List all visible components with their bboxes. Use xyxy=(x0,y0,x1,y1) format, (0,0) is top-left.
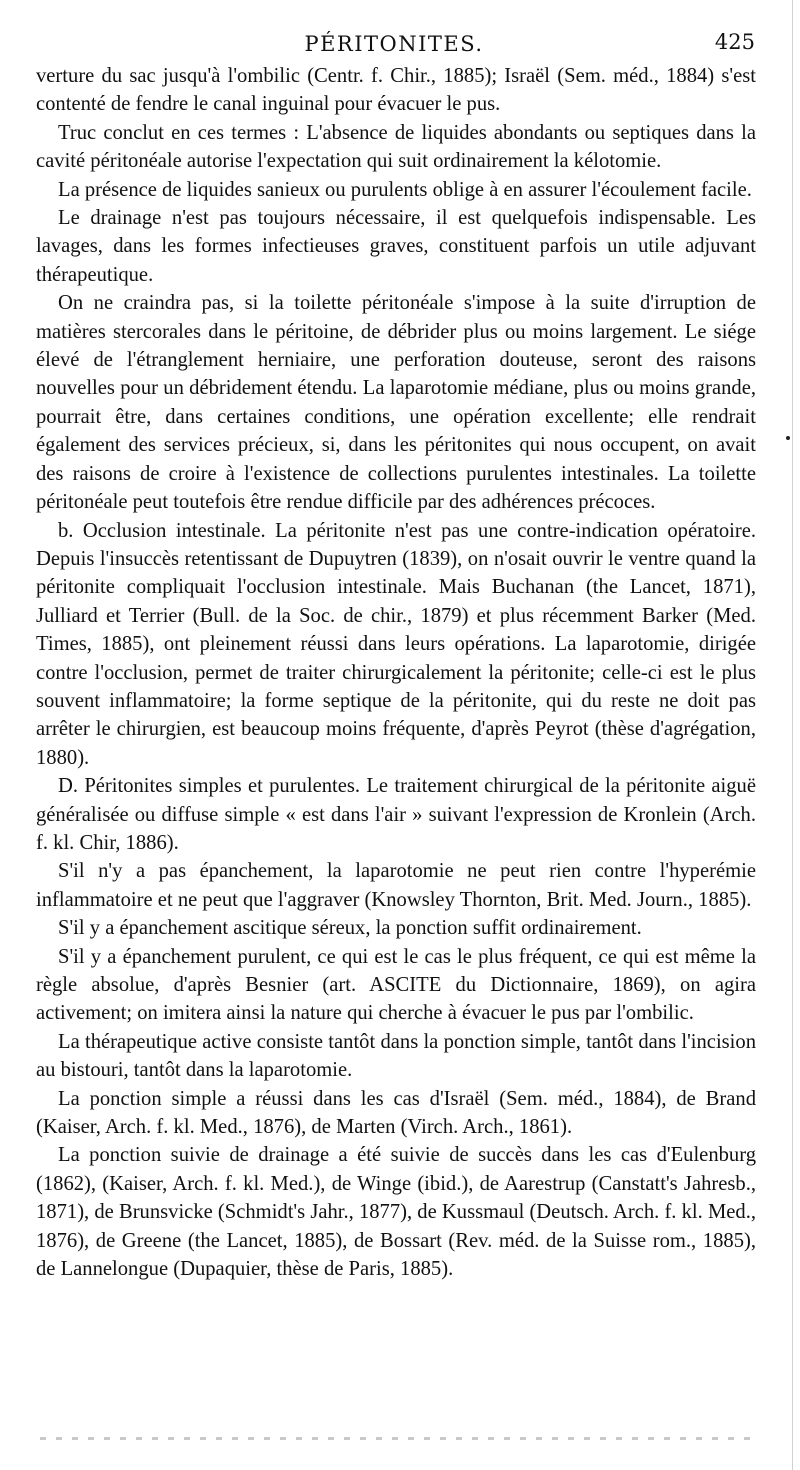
paragraph-4: Le drainage n'est pas toujours nécessaire, il est quelquefois indispensable. Les lavages, dans les formes infectieuses graves, constituent parfois un utile adjuvant thérapeutique. xyxy=(36,207,756,286)
paragraph-6: b. Occlusion intestinale. La péritonite n'est pas une contre-indication opératoire. Depuis l'insuccès retentissant de Dupuytren (1839), on n'osait ouvrir le ventre quand la péritonite compliquait l'occlusion intestinale. Mais Buchanan (the Lancet, 1871), Julliard et Terrier (Bull. de la Soc. de chir., 1879) et plus récemment Barker (Med. Times, 1885), ont pleinement réussi dans leurs opérations. La laparotomie, dirigée contre l'occlusion, permet de traiter chirurgicalement la péritonite; celle-ci est le plus souvent inflammatoire; la forme septique de la péritonite, qui du reste ne doit pas arrêter le chirurgien, est beaucoup moins fréquente, d'après Peyrot (thèse d'agrégation, 1880). xyxy=(36,519,756,769)
paragraph-5: On ne craindra pas, si la toilette péritonéale s'impose à la suite d'irruption de matières stercorales dans le péritoine, de débrider plus ou moins largement. Le siége élevé de l'étranglement herniaire, une perforation douteuse, seront des raisons nouvelles pour un débridement étendu. La laparotomie médiane, plus ou moins grande, pourrait être, dans certaines conditions, une opération excellente; elle rendrait également des services précieux, si, dans les péritonites qui nous occupent, on avait des raisons de croire à l'existence de collections purulentes intestinales. La toilette péritonéale peut toutefois être rendue difficile par des adhérences précoces. xyxy=(36,292,756,514)
body-text xyxy=(36,62,756,1283)
running-title: PÉRITONITES. xyxy=(304,32,484,56)
page-header xyxy=(33,20,755,60)
paragraph-7: D. Péritonites simples et purulentes. Le traitement chirurgical de la péritonite aiguë généralisée ou diffuse simple « est dans l'air » suivant l'expression de Kronlein (Arch. f. kl. Chir, 1886). xyxy=(36,775,756,854)
margin-speck xyxy=(786,436,790,440)
paragraph-2: Truc conclut en ces termes : L'absence de liquides abondants ou septiques dans la cavité péritonéale autorise l'expectation qui suit ordinairement la kélotomie. xyxy=(36,121,756,173)
paragraph-1: verture du sac jusqu'à l'ombilic (Centr. f. Chir., 1885); Israël (Sem. méd., 1884) s'est contenté de fendre le canal inguinal pour évacuer le pus. xyxy=(36,65,756,116)
paragraph-9: S'il y a épanchement ascitique séreux, la ponction suffit ordinairement. xyxy=(58,917,642,940)
paragraph-3: La présence de liquides sanieux ou purulents oblige à en assurer l'écoulement facile. xyxy=(58,178,752,201)
paragraph-8: S'il n'y a pas épanchement, la laparotomie ne peut rien contre l'hyperémie inflammatoire et ne peut que l'aggraver (Knowsley Thornton, Brit. Med. Journ., 1885). xyxy=(36,860,756,911)
paragraph-12: La ponction simple a réussi dans les cas d'Israël (Sem. méd., 1884), de Brand (Kaiser, Arch. f. kl. Med., 1876), de Marten (Virch. Arch., 1861). xyxy=(36,1087,756,1139)
page-number: 425 xyxy=(714,30,755,54)
paragraph-10: S'il y a épanchement purulent, ce qui est le cas le plus fréquent, ce qui est même la règle absolue, d'après Besnier (art. ASCITE du Dictionnaire, 1869), on agira activement; on imitera ainsi la nature qui cherche à évacuer le pus par l'ombilic. xyxy=(36,945,756,1025)
paragraph-11: La thérapeutique active consiste tantôt dans la ponction simple, tantôt dans l'incision au bistouri, tantôt dans la laparotomie. xyxy=(36,1030,756,1082)
paragraph-13: La ponction suivie de drainage a été suivie de succès dans les cas d'Eulenburg (1862), (Kaiser, Arch. f. kl. Med.), de Winge (ibid.), de Aarestrup (Canstatt's Jahresb., 1871), de Brunsvicke (Schmidt's Jahr., 1877), de Kussmaul (Deutsch. Arch. f. kl. Med., 1876), de Greene (the Lancet, 1885), de Bossart (Rev. méd. de la Suisse rom., 1885), de Lannelongue (Dupaquier, thèse de Paris, 1885). xyxy=(36,1144,756,1281)
bleed-through-marks xyxy=(40,1437,760,1440)
scan-edge-line xyxy=(792,0,793,1470)
